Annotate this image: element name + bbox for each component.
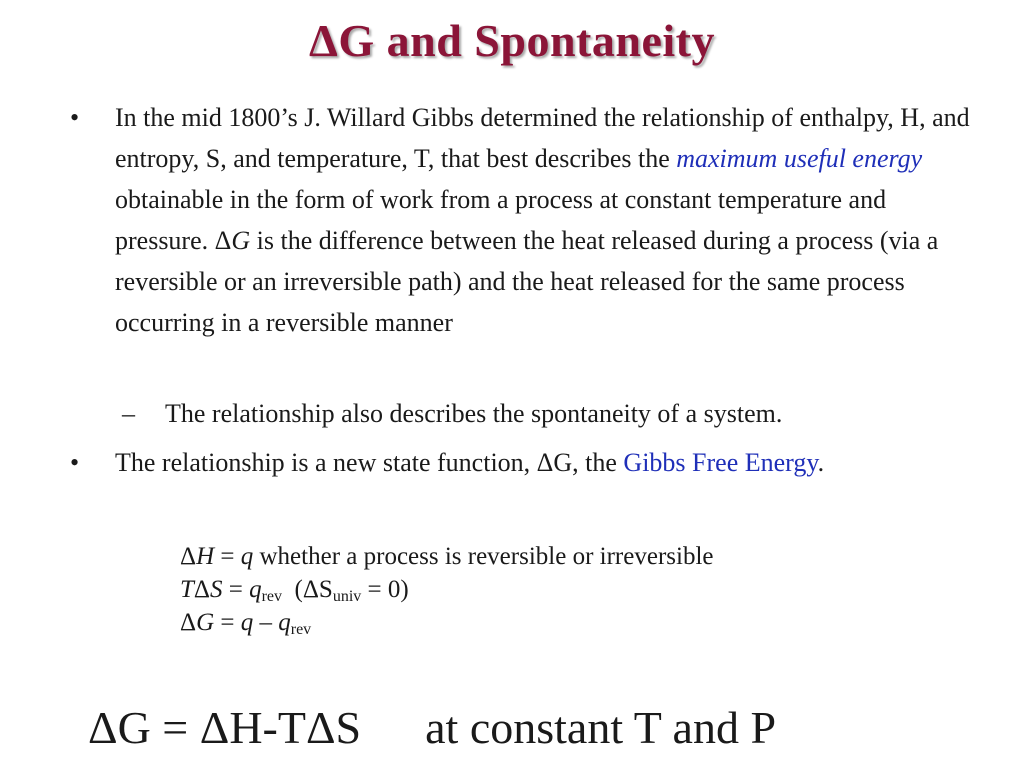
equals-sign: = xyxy=(214,543,241,570)
univ-subscript: univ xyxy=(332,588,362,605)
sub-bullet-text: The relationship also describes the spontaneity of a system. xyxy=(165,399,783,428)
q-symbol: q xyxy=(278,609,291,636)
equation-1-text: whether a process is reversible or irreversible xyxy=(253,543,714,570)
bullet-1-part3: is the difference between the heat released during a process (via a reversible or an irreversible path) and the heat released for the same process occurring in a reversible manner xyxy=(115,226,939,337)
bullet-2-text xyxy=(115,442,975,483)
bullet-2-part2: . xyxy=(817,448,825,477)
delta-symbol: Δ xyxy=(180,609,197,636)
bullet-1-part2: obtainable in the form of work from a process at constant temperature and pressure. Δ xyxy=(115,185,887,255)
equals-zero: = 0) xyxy=(361,576,409,603)
slide-title: ΔG and Spontaneity xyxy=(309,15,715,66)
delta-s-symbol: (ΔS xyxy=(282,576,333,603)
bullet-marker: • xyxy=(70,103,80,132)
bullet-1-text xyxy=(115,97,975,343)
g-symbol: G xyxy=(196,609,215,636)
rev-subscript: rev xyxy=(261,588,283,605)
bullet-1-part1: In the mid 1800’s J. Willard Gibbs determined the relationship of enthalpy, H, and entropy, S, and temperature, T, that best describes the xyxy=(115,103,970,173)
dash-marker: – xyxy=(122,399,135,428)
equation-gibbs xyxy=(180,606,980,646)
bullet-2-part1: The relationship is a new state function, ΔG, the xyxy=(115,448,624,477)
minus-sign: – xyxy=(253,609,279,636)
q-symbol: q xyxy=(249,576,262,603)
final-equation xyxy=(88,700,1008,756)
h-symbol: H xyxy=(196,543,215,570)
s-symbol: S xyxy=(209,576,223,603)
maximum-useful-energy-emphasis: maximum useful energy xyxy=(676,144,923,173)
equals-sign: = xyxy=(214,609,241,636)
delta-symbol: Δ xyxy=(180,543,197,570)
rev-subscript: rev xyxy=(290,621,312,638)
gibbs-free-energy-term: Gibbs Free Energy xyxy=(623,448,818,477)
q-symbol: q xyxy=(240,543,254,570)
t-symbol: T xyxy=(180,576,194,603)
gibbs-equation: ΔG = ΔH-TΔS xyxy=(88,702,362,753)
q-symbol: q xyxy=(240,609,254,636)
equals-sign: = xyxy=(222,576,250,603)
delta-symbol: Δ xyxy=(193,576,210,603)
equation-condition: at constant T and P xyxy=(425,702,777,753)
bullet-marker: • xyxy=(70,448,80,477)
equation-enthalpy xyxy=(180,540,980,573)
bullet-1-g-symbol: G xyxy=(231,226,251,255)
